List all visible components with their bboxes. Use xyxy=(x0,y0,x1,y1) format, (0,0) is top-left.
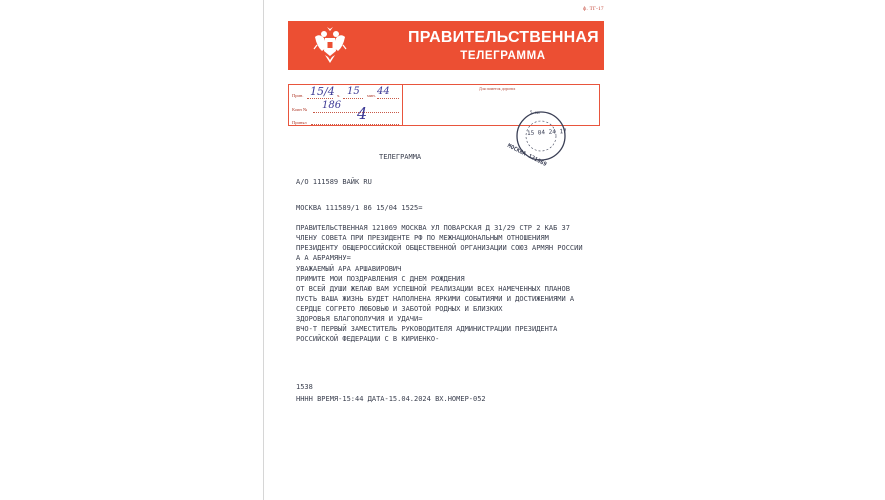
message-line: ПРИМИТЕ МОИ ПОЗДРАВЛЕНИЯ С ДНЕМ РОЖДЕНИЯ xyxy=(296,275,465,283)
received-by-line xyxy=(311,124,399,125)
routing-line: МОСКВА 111589/1 86 15/04 1525= xyxy=(296,204,423,212)
address-block xyxy=(296,223,583,263)
footer-meta: НННН ВРЕМЯ-15:44 ДАТА-15.04.2024 ВХ.НОМЕР-052 xyxy=(296,395,486,403)
message-line: ОТ ВСЕЙ ДУШИ ЖЕЛАЮ ВАМ УСПЕШНОЙ РЕАЛИЗАЦИИ ВСЕХ НАМЕЧЕННЫХ ПЛАНОВ xyxy=(296,285,570,293)
message-line: ПУСТЬ ВАША ЖИЗНЬ БУДЕТ НАПОЛНЕНА ЯРКИМИ СОБЫТИЯМИ И ДОСТИЖЕНИЯМИ А xyxy=(296,295,575,303)
telegram-header-band xyxy=(288,21,604,70)
answerback-line: А/О 111589 ВАЙК RU xyxy=(296,178,372,186)
service-notes-label: Для пометок дорогих xyxy=(479,86,516,91)
footer-time: 1538 xyxy=(296,383,313,391)
receipt-divider xyxy=(402,84,403,126)
hour-line xyxy=(343,98,363,99)
handwritten-hour: 15 xyxy=(347,86,360,97)
received-label: Прин. xyxy=(292,93,304,98)
received-date-line xyxy=(307,98,333,99)
telegram-title-line1: ПРАВИТЕЛЬСТВЕННАЯ xyxy=(408,29,599,46)
sent-number-line xyxy=(313,112,399,113)
received-by-label: Принял xyxy=(292,120,307,125)
stamp-city: МОСКВА 121069 xyxy=(506,143,548,168)
form-code: ф. ТГ-17 xyxy=(583,7,604,12)
address-line: А А АБРАМЯНУ= xyxy=(296,254,351,262)
message-line: СЕРДЦЕ СОГРЕТО ЛЮБОВЬЮ И ЗАБОТОЙ РОДНЫХ И БЛИЗКИХ xyxy=(296,305,503,313)
handwritten-signature: 4 xyxy=(357,104,368,123)
message-block xyxy=(296,264,574,344)
message-line: ЗДОРОВЬЯ БЛАГОПОЛУЧИЯ И УДАЧИ= xyxy=(296,315,423,323)
stamp-date: 15 04 24 17 xyxy=(526,127,567,138)
sent-number-label: Коин № xyxy=(292,107,308,112)
handwritten-number: 186 xyxy=(322,100,342,111)
minute-label: мин. xyxy=(367,93,376,98)
message-line: РОССИЙСКОЙ ФЕДЕРАЦИИ С В КИРИЕНКО- xyxy=(296,335,440,343)
message-line: ВЧО-Т ПЕРВЫЙ ЗАМЕСТИТЕЛЬ РУКОВОДИТЕЛЯ АДМИНИСТРАЦИИ ПРЕЗИДЕНТА xyxy=(296,325,558,333)
address-line: ЧЛЕНУ СОВЕТА ПРИ ПРЕЗИДЕНТЕ РФ ПО МЕЖНАЦИОНАЛЬНЫМ ОТНОШЕНИЯМ xyxy=(296,234,549,242)
handwritten-date: 15/4 xyxy=(310,85,335,98)
message-line: УВАЖАЕМЫЙ АРА АРШАВИРОВИЧ xyxy=(296,265,402,273)
received-row xyxy=(292,93,303,98)
handwritten-minute: 44 xyxy=(377,86,390,97)
address-line: ПРАВИТЕЛЬСТВЕННАЯ 121069 МОСКВА УЛ ПОВАРСКАЯ Д 31/29 СТР 2 КАБ 37 xyxy=(296,224,570,232)
page-edge xyxy=(263,0,264,500)
telegram-heading: ТЕЛЕГРАММА xyxy=(379,153,422,161)
telegram-title-line2: ТЕЛЕГРАММА xyxy=(460,50,546,62)
stamp-hour-mark: 5 ми xyxy=(530,110,540,115)
minute-line xyxy=(377,98,399,99)
address-line: ПРЕЗИДЕНТУ ОБЩЕРОССИЙСКОЙ ОБЩЕСТВЕННОЙ ОРГАНИЗАЦИИ СОЮЗ АРМЯН РОССИИ xyxy=(296,244,583,252)
double-headed-eagle-emblem-icon xyxy=(313,25,347,65)
hour-label: ч. xyxy=(337,93,341,98)
